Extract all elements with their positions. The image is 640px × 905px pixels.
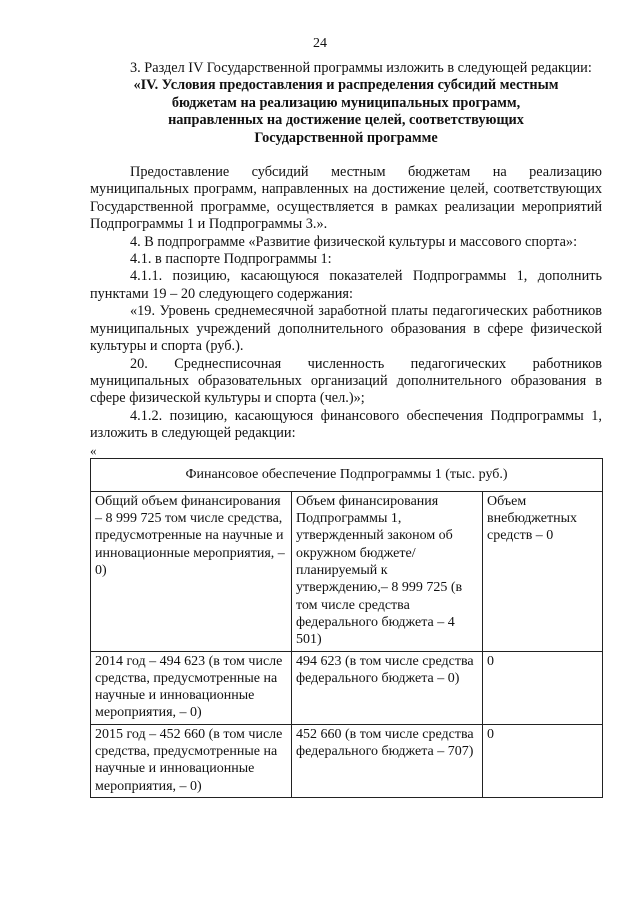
table-cell: Объем финансирования Подпрограммы 1, утвержденный законом об окружном бюджете/ планируемый к утверждению,– 8 999 725 (в том числе средства федерального бюджета – 4 501) bbox=[292, 491, 483, 651]
table-row bbox=[91, 724, 603, 797]
body-paragraph: Предоставление субсидий местным бюджетам на реализацию муниципальных программ, направленных на достижение целей, соответствующих Государственной программе, осуществляется в рамках реализации мероприятий Подпрограммы 1 и Подпрограммы 3.». bbox=[90, 164, 602, 233]
table-cell: 452 660 (в том числе средства федерального бюджета – 707) bbox=[292, 724, 483, 797]
table-row bbox=[91, 491, 603, 651]
item-4: 4. В подпрограмме «Развитие физической культуры и массового спорта»: bbox=[130, 233, 578, 250]
table-title-row bbox=[91, 458, 603, 491]
item-4-1-1: 4.1.1. позицию, касающуюся показателей Подпрограммы 1, дополнить пунктами 19 – 20 следующего содержания: bbox=[90, 268, 602, 302]
spacer bbox=[90, 147, 602, 164]
section-heading: «IV. Условия предоставления и распределения субсидий местным бюджетам на реализацию муниципальных программ, направленных на достижение целей, соответствующих Государственной программе bbox=[133, 77, 559, 146]
intro-paragraph: 3. Раздел IV Государственной программы изложить в следующей редакции: bbox=[130, 60, 592, 76]
financing-table bbox=[90, 458, 603, 798]
table-row bbox=[91, 651, 603, 724]
item-20: 20. Среднесписочная численность педагогических работников муниципальных образовательных организаций дополнительного образования в сфере физической культуры и спорта (чел.)»; bbox=[90, 355, 602, 407]
table-cell: 2014 год – 494 623 (в том числе средства, предусмотренные на научные и инновационные мероприятия, – 0) bbox=[91, 651, 292, 724]
document-body bbox=[90, 60, 602, 798]
opening-quote: « bbox=[90, 442, 97, 458]
table-cell: 0 bbox=[483, 651, 603, 724]
table-cell: 2015 год – 452 660 (в том числе средства, предусмотренные на научные и инновационные мероприятия, – 0) bbox=[91, 724, 292, 797]
table-cell: 494 623 (в том числе средства федерального бюджета – 0) bbox=[292, 651, 483, 724]
table-cell: Объем внебюджетных средств – 0 bbox=[483, 491, 603, 651]
item-4-1: 4.1. в паспорте Подпрограммы 1: bbox=[130, 251, 332, 268]
table-cell: Общий объем финансирования – 8 999 725 том числе средства, предусмотренные на научные и инновационные мероприятия, – 0) bbox=[91, 491, 292, 651]
table-title: Финансовое обеспечение Подпрограммы 1 (тыс. руб.) bbox=[91, 458, 603, 491]
page-number: 24 bbox=[313, 36, 327, 51]
table-cell: 0 bbox=[483, 724, 603, 797]
item-19: «19. Уровень среднемесячной заработной платы педагогических работников муниципальных учреждений дополнительного образования в сфере физической культуры и спорта (руб.). bbox=[90, 303, 602, 355]
item-4-1-2: 4.1.2. позицию, касающуюся финансового обеспечения Подпрограммы 1, изложить в следующей редакции: bbox=[90, 407, 602, 442]
